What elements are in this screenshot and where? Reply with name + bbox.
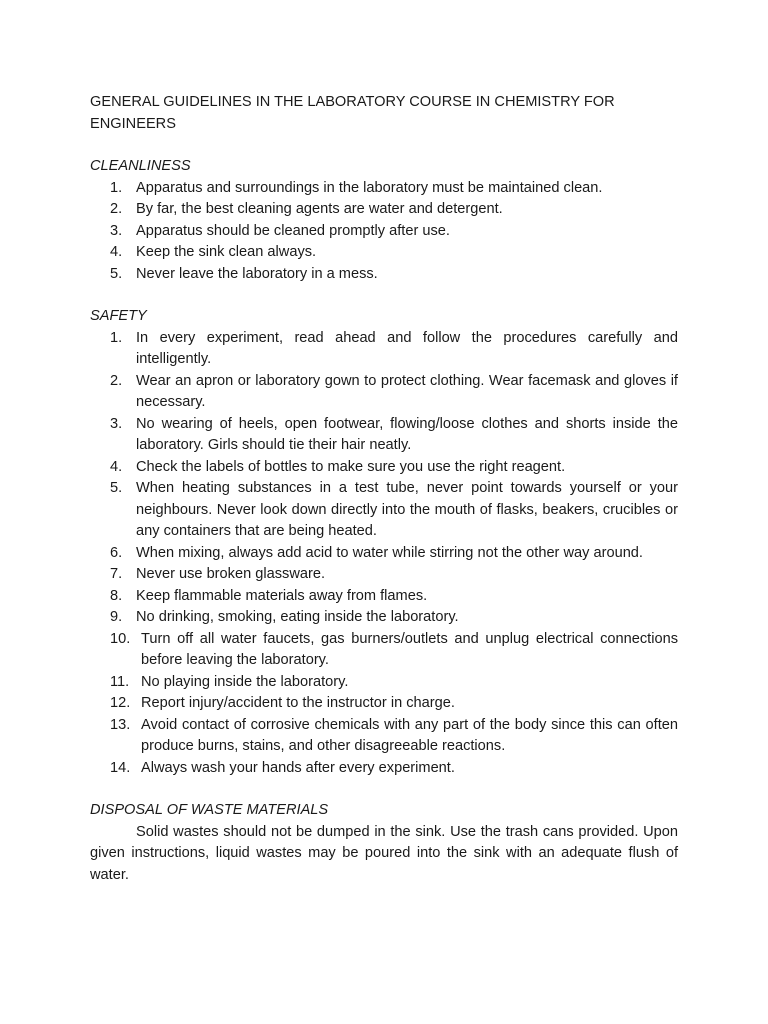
item-text: In every experiment, read ahead and follow the procedures carefully and intelligently. — [136, 329, 678, 367]
item-text: Never use broken glassware. — [136, 566, 325, 582]
item-number: 2. — [110, 201, 123, 217]
item-text: By far, the best cleaning agents are water and detergent. — [136, 201, 503, 217]
item-text: Apparatus should be cleaned promptly after use. — [136, 222, 450, 239]
list-item — [90, 371, 678, 414]
list-item — [90, 758, 678, 780]
list-item — [90, 457, 678, 479]
list-item — [90, 564, 678, 586]
item-text: Always wash your hands after every experiment. — [141, 759, 455, 776]
item-text: When heating substances in a test tube, never point towards yourself or your neighbours. Never look down directly into the mouth of flasks, beakers, crucibles or any containers that are being heated. — [136, 480, 678, 539]
item-number: 1. — [110, 329, 123, 346]
list-item — [90, 672, 678, 694]
item-text: Check the labels of bottles to make sure you use the right reagent. — [136, 458, 566, 475]
list-item — [90, 629, 678, 672]
item-number: 3. — [110, 415, 123, 432]
item-number: 2. — [110, 372, 123, 389]
disposal-paragraph: Solid wastes should not be dumped in the sink. Use the trash cans provided. Upon given instructions, liquid wastes may be poured into the sink with an adequate flush of water. — [90, 823, 678, 883]
list-item — [90, 242, 678, 264]
item-number: 7. — [110, 566, 123, 582]
item-text: Report injury/accident to the instructor in charge. — [141, 695, 455, 711]
item-number: 4. — [110, 458, 123, 475]
item-text: No drinking, smoking, eating inside the laboratory. — [136, 609, 459, 625]
item-number: 10. — [110, 630, 131, 647]
spacer — [90, 135, 678, 156]
item-text: Apparatus and surroundings in the laboratory must be maintained clean. — [136, 179, 603, 196]
item-text: Keep the sink clean always. — [136, 244, 317, 260]
spacer — [90, 285, 678, 306]
item-number: 3. — [110, 222, 123, 239]
disposal-heading: DISPOSAL OF WASTE MATERIALS — [90, 802, 329, 818]
safety-heading: SAFETY — [90, 308, 147, 324]
cleanliness-list — [90, 178, 678, 286]
list-item — [90, 264, 678, 286]
item-number: 5. — [110, 480, 123, 496]
list-item — [90, 543, 678, 565]
item-text: No playing inside the laboratory. — [141, 673, 349, 690]
item-text: Keep flammable materials away from flames. — [136, 587, 428, 604]
list-item — [90, 414, 678, 457]
item-number: 6. — [110, 544, 123, 561]
item-number: 11. — [110, 673, 130, 690]
item-number: 1. — [110, 179, 123, 196]
list-item — [90, 693, 678, 715]
item-number: 12. — [110, 695, 131, 711]
list-item — [90, 586, 678, 608]
document-title: GENERAL GUIDELINES IN THE LABORATORY COURSE IN CHEMISTRY FOR ENGINEERS — [90, 94, 615, 132]
document-page — [90, 92, 678, 886]
item-number: 9. — [110, 609, 123, 625]
item-text: Never leave the laboratory in a mess. — [136, 265, 378, 282]
cleanliness-heading: CLEANLINESS — [90, 158, 191, 174]
item-number: 4. — [110, 244, 123, 260]
item-text: Wear an apron or laboratory gown to protect clothing. Wear facemask and gloves if necessary. — [136, 372, 678, 410]
item-number: 8. — [110, 587, 123, 604]
item-text: Turn off all water faucets, gas burners/outlets and unplug electrical connections before leaving the laboratory. — [141, 630, 678, 668]
list-item — [90, 221, 678, 243]
item-number: 13. — [110, 716, 131, 733]
item-number: 14. — [110, 759, 131, 776]
list-item — [90, 715, 678, 758]
item-text: No wearing of heels, open footwear, flowing/loose clothes and shorts inside the laboratory. Girls should tie their hair neatly. — [136, 415, 678, 453]
list-item — [90, 478, 678, 543]
spacer — [90, 779, 678, 800]
item-number: 5. — [110, 265, 123, 282]
list-item — [90, 328, 678, 371]
item-text: Avoid contact of corrosive chemicals with any part of the body since this can often produce burns, stains, and other disagreeable reactions. — [141, 716, 678, 754]
list-item — [90, 178, 678, 200]
item-text: When mixing, always add acid to water while stirring not the other way around. — [136, 544, 643, 561]
list-item — [90, 607, 678, 629]
list-item — [90, 199, 678, 221]
safety-list — [90, 328, 678, 780]
